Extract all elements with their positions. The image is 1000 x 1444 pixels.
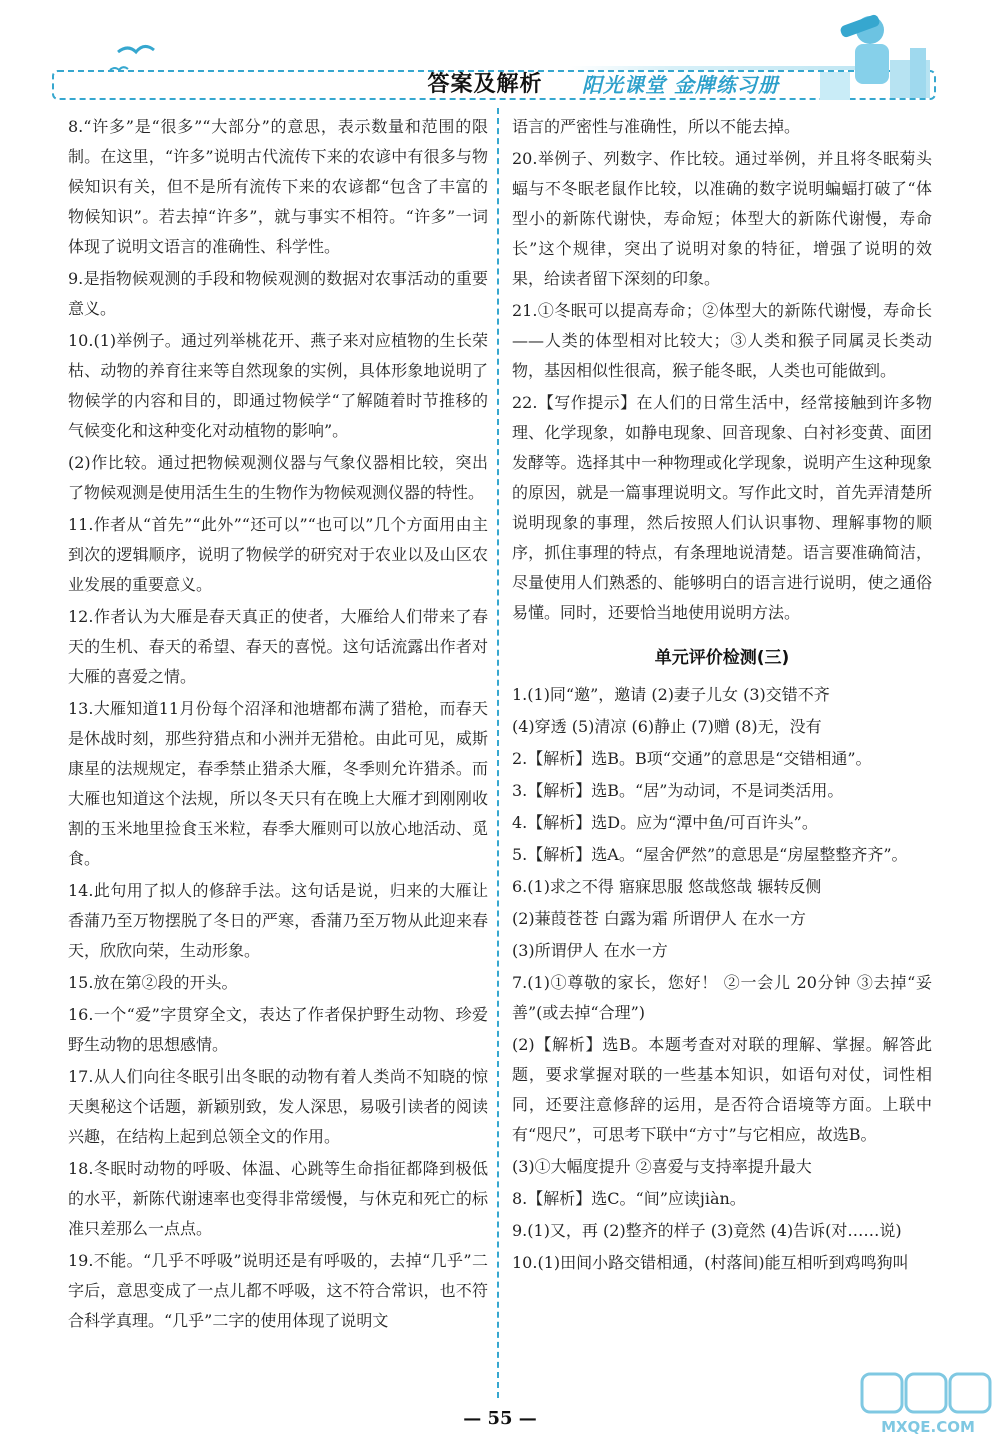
answer-11: 11.作者从“首先”“此外”“还可以”“也可以”几个方面用由主到次的逻辑顺序，说明了物候学的研究对于农业以及山区农业发展的重要意义。 (68, 515, 488, 594)
unit-answer-9: 9.(1)又，再 (2)整齐的样子 (3)竟然 (4)告诉(对……说) (512, 1221, 902, 1240)
left-column (68, 112, 488, 1338)
answer-21: 21.①冬眠可以提高寿命；②体型大的新陈代谢慢，寿命长——人类的体型相对比较大；③人类和猴子同属灵长类动物，基因相似性很高，猴子能冬眠，人类也可能做到。 (512, 301, 932, 380)
answer-10-1: 10.(1)举例子。通过列举桃花开、燕子来对应植物的生长荣枯、动物的养育往来等自然现象的实例，具体形象地说明了物候学的内容和目的，即通过物候学“了解随着时节推移的气候变化和这种变化对动植物的影响”。 (68, 331, 488, 440)
answer-22: 22.【写作提示】在人们的日常生活中，经常接触到许多物理、化学现象，如静电现象、回音现象、白衬衫变黄、面团发酵等。选择其中一种物理或化学现象，说明产生这种现象的原因，就是一篇事理说明文。写作此文时，首先弄清楚所说明现象的事理，然后按照人们认识事物、理解事物的顺序，抓住事理的特点，有条理地说清楚。语言要准确简洁，尽量使用人们熟悉的、能够明白的语言进行说明，使之通俗易懂。同时，还要恰当地使用说明方法。 (512, 393, 932, 622)
section-title: 单元评价检测(三) (654, 648, 790, 668)
unit-answer-10: 10.(1)田间小路交错相通，(村落间)能互相听到鸡鸣狗叫 (512, 1253, 909, 1272)
unit-answer-7-1: 7.(1)①尊敬的家长，您好！ ②一会儿 20分钟 ③去掉“妥善”(或去掉“合理”) (512, 973, 932, 1022)
header-title: 答案及解析 (427, 72, 543, 97)
unit-answer-1-cont: (4)穿透 (5)清凉 (6)静止 (7)赠 (8)无，没有 (512, 717, 822, 736)
unit-answer-6-2: (2)蒹葭苍苍 白露为霜 所谓伊人 在水一方 (512, 909, 806, 928)
watermark (858, 1370, 998, 1440)
answer-17: 17.从人们向往冬眠引出冬眠的动物有着人类尚不知晓的惊天奥秘这个话题，新颖别致，发人深思，易吸引读者的阅读兴趣，在结构上起到总领全文的作用。 (68, 1067, 488, 1146)
unit-answer-6-3: (3)所谓伊人 在水一方 (512, 941, 668, 960)
answer-18: 18.冬眠时动物的呼吸、体温、心跳等生命指征都降到极低的水平，新陈代谢速率也变得非常缓慢，与休克和死亡的标准只差那么一点点。 (68, 1159, 488, 1238)
unit-answer-2: 2.【解析】选B。B项“交通”的意思是“交错相通”。 (512, 749, 872, 768)
unit-answer-5: 5.【解析】选A。“屋舍俨然”的意思是“房屋整整齐齐”。 (512, 845, 908, 864)
watermark-logo-icon (858, 1370, 998, 1440)
unit-answer-1: 1.(1)同“邀”，邀请 (2)妻子儿女 (3)交错不齐 (512, 685, 830, 704)
column-divider (497, 108, 499, 1398)
answer-19: 19.不能。“几乎不呼吸”说明还是有呼吸的，去掉“几乎”二字后，意思变成了一点儿都不呼吸，这不符合常识，也不符合科学真理。“几乎”二字的使用体现了说明文 (68, 1251, 488, 1330)
header-brand: 阳光课堂 金牌练习册 (582, 73, 779, 97)
unit-answer-3: 3.【解析】选B。“居”为动词，不是词类活用。 (512, 781, 844, 800)
answer-14: 14.此句用了拟人的修辞手法。这句话是说，归来的大雁让香蒲乃至万物摆脱了冬日的严寒，香蒲乃至万物从此迎来春天，欣欣向荣，生动形象。 (68, 881, 488, 960)
answer-9: 9.是指物候观测的手段和物候观测的数据对农事活动的重要意义。 (68, 269, 488, 318)
answer-15: 15.放在第②段的开头。 (68, 973, 238, 992)
child-telescope-illustration-icon (800, 0, 950, 110)
unit-answer-7-2: (2)【解析】选B。本题考查对对联的理解、掌握。解答此题，要求掌握对联的一些基本知识，如语句对仗，词性相同，还要注意修辞的运用，是否符合语境等方面。上联中有“咫尺”，可思考下联中“方寸”与它相应，故选B。 (512, 1035, 932, 1144)
unit-answer-8: 8.【解析】选C。“间”应读jiàn。 (512, 1189, 746, 1208)
answer-8: 8.“许多”是“很多”“大部分”的意思，表示数量和范围的限制。在这里，“许多”说明古代流传下来的农谚中有很多与物候知识有关，但不是所有流传下来的农谚都“包含了丰富的物候知识”。若去掉“许多”，就与事实不相符。“许多”一词体现了说明文语言的准确性、科学性。 (68, 117, 488, 256)
page-number: — 55 — (463, 1408, 537, 1429)
unit-answer-7-3: (3)①大幅度提升 ②喜爱与支持率提升最大 (512, 1157, 812, 1176)
answer-20: 20.举例子、列数字、作比较。通过举例，并且将冬眠菊头蝠与不冬眠老鼠作比较，以准确的数字说明蝙蝠打破了“体型小的新陈代谢快，寿命短；体型大的新陈代谢慢，寿命长”这个规律，突出了说明对象的特征，增强了说明的效果，给读者留下深刻的印象。 (512, 149, 932, 288)
answer-19-cont: 语言的严密性与准确性，所以不能去掉。 (512, 117, 801, 136)
unit-answer-4: 4.【解析】选D。应为“潭中鱼/可百许头”。 (512, 813, 818, 832)
answer-16: 16.一个“爱”字贯穿全文，表达了作者保护野生动物、珍爱野生动物的思想感情。 (68, 1005, 488, 1054)
answer-13: 13.大雁知道11月份每个沼泽和池塘都布满了猎枪，而春天是休战时刻，那些狩猎点和小洲并无猎枪。由此可见，威斯康星的法规规定，春季禁止猎杀大雁，冬季则允许猎杀。而大雁也知道这个法规，所以冬天只有在晚上大雁才到刚刚收割的玉米地里捡食玉米粒，春季大雁则可以放心地活动、觅食。 (68, 699, 488, 868)
watermark-text: MXQE.COM (881, 1418, 975, 1436)
answer-10-2: (2)作比较。通过把物候观测仪器与气象仪器相比较，突出了物候观测是使用活生生的生物作为物候观测仪器的特性。 (68, 453, 488, 502)
right-column (512, 112, 932, 1280)
unit-answer-6-1: 6.(1)求之不得 寤寐思服 悠哉悠哉 辗转反侧 (512, 877, 822, 896)
answer-12: 12.作者认为大雁是春天真正的使者，大雁给人们带来了春天的生机、春天的希望、春天的喜悦。这句话流露出作者对大雁的喜爱之情。 (68, 607, 488, 686)
page-header (0, 0, 1000, 110)
